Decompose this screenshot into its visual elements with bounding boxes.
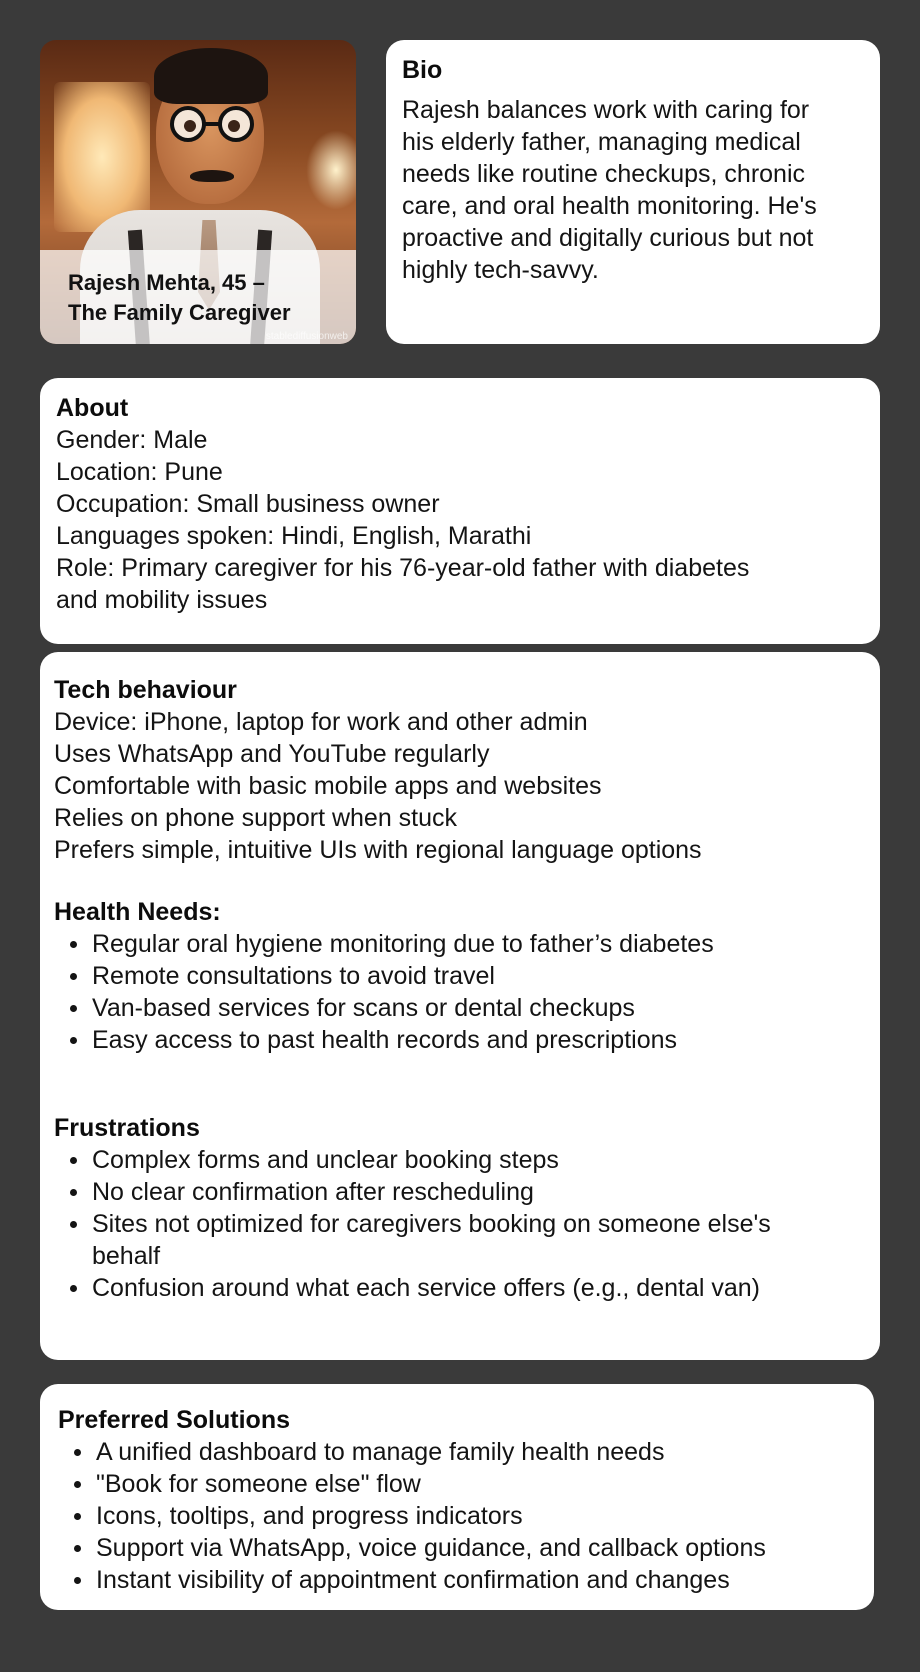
about-heading: About: [56, 394, 129, 422]
list-item: Icons, tooltips, and progress indicators: [96, 1500, 858, 1532]
list-item: Support via WhatsApp, voice guidance, and callback options: [96, 1532, 858, 1564]
about-location: Location: Pune: [56, 458, 223, 486]
tech-line: Device: iPhone, laptop for work and other admin: [54, 708, 588, 736]
list-item: Sites not optimized for caregivers booking on someone else's behalf: [92, 1208, 844, 1272]
about-card: [40, 378, 880, 644]
bio-card: [386, 40, 880, 344]
health-heading: Health Needs:: [54, 898, 221, 926]
list-item: Van-based services for scans or dental checkups: [92, 992, 864, 1024]
details-card: [40, 652, 880, 1360]
frustrations-heading: Frustrations: [54, 1114, 200, 1142]
list-item: A unified dashboard to manage family health needs: [96, 1436, 858, 1468]
tech-line: Comfortable with basic mobile apps and websites: [54, 772, 602, 800]
about-occupation: Occupation: Small business owner: [56, 490, 440, 518]
solutions-card: [40, 1384, 874, 1610]
about-gender: Gender: Male: [56, 426, 208, 454]
about-languages: Languages spoken: Hindi, English, Marathi: [56, 522, 532, 550]
tech-line: Prefers simple, intuitive UIs with regional language options: [54, 836, 702, 864]
tech-line: Uses WhatsApp and YouTube regularly: [54, 740, 490, 768]
bio-line: care, and oral health monitoring. He's: [402, 192, 817, 220]
bio-heading: Bio: [402, 56, 443, 84]
bio-line: highly tech-savvy.: [402, 256, 599, 284]
list-item: Easy access to past health records and prescriptions: [92, 1024, 864, 1056]
avatar-mustache: [190, 170, 234, 182]
list-item: Instant visibility of appointment confirmation and changes: [96, 1564, 858, 1596]
list-item: "Book for someone else" flow: [96, 1468, 858, 1500]
about-role: Role: Primary caregiver for his 76-year-old father with diabetes: [56, 554, 750, 582]
list-item: No clear confirmation after rescheduling: [92, 1176, 844, 1208]
solutions-list: [58, 1436, 858, 1596]
bio-line: his elderly father, managing medical: [402, 128, 801, 156]
tech-heading: Tech behaviour: [54, 676, 237, 704]
solutions-heading: Preferred Solutions: [58, 1406, 290, 1434]
background-lamp-glow: [306, 130, 356, 210]
frustrations-list: [54, 1144, 864, 1304]
persona-name-overlay: [40, 250, 356, 344]
list-item: Remote consultations to avoid travel: [92, 960, 864, 992]
health-list: [54, 928, 864, 1056]
bio-line: proactive and digitally curious but not: [402, 224, 814, 252]
avatar-hair: [154, 48, 268, 104]
list-item: Regular oral hygiene monitoring due to father’s diabetes: [92, 928, 864, 960]
persona-name: Rajesh Mehta, 45 –: [68, 270, 265, 295]
bio-line: needs like routine checkups, chronic: [402, 160, 806, 188]
persona-tagline: The Family Caregiver: [68, 300, 291, 325]
about-role-continued: and mobility issues: [56, 586, 268, 614]
list-item: Confusion around what each service offers (e.g., dental van): [92, 1272, 844, 1304]
bio-line: Rajesh balances work with caring for: [402, 96, 810, 124]
persona-portrait: [40, 40, 356, 344]
tech-line: Relies on phone support when stuck: [54, 804, 458, 832]
glasses-icon: [164, 104, 260, 144]
image-watermark: stablediffusionweb: [265, 331, 348, 342]
list-item: Complex forms and unclear booking steps: [92, 1144, 844, 1176]
